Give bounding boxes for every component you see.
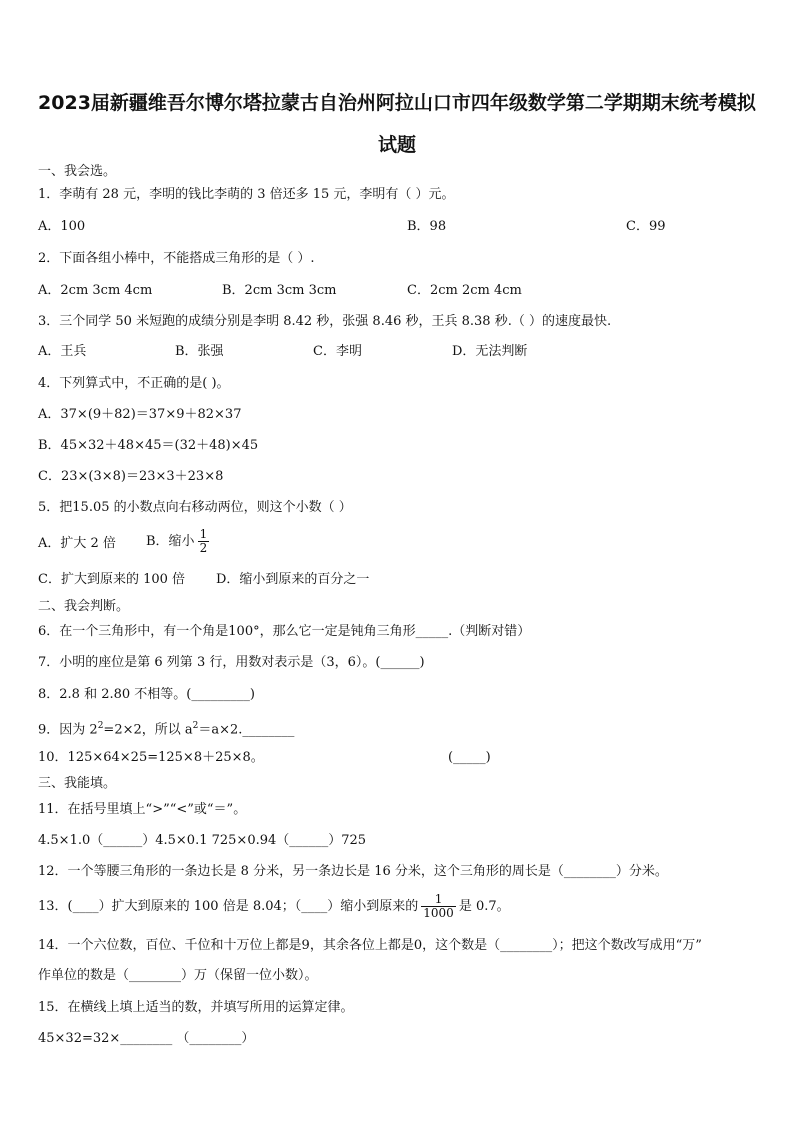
- q15-equation-row: 45×32=32×________ （________）: [38, 1031, 255, 1046]
- q9-part: =2×2，所以 a: [103, 722, 193, 738]
- q3-option-a: A．王兵: [38, 344, 87, 359]
- section-heading: 三、我能填。: [38, 776, 117, 791]
- q5-option-a: A．扩大 2 倍: [38, 536, 116, 551]
- q5-option-c: C．扩大到原来的 100 倍: [38, 572, 186, 587]
- q5-option-d: D．缩小到原来的百分之一: [216, 572, 370, 587]
- q4-option-c: C．23×(3×8)＝23×3＋23×8: [38, 469, 224, 484]
- q3-option-b: B．张强: [175, 344, 224, 359]
- fraction: [198, 528, 210, 555]
- q5-option-b: [146, 528, 212, 555]
- question-13: [38, 893, 510, 920]
- question-4: 4．下列算式中，不正确的是( )。: [38, 376, 230, 391]
- question-1: 1．李萌有 28 元，李明的钱比李萌的 3 倍还多 15 元，李明有（ ）元。: [38, 187, 455, 202]
- q9-exponent: 2: [97, 721, 104, 731]
- question-11: 11．在括号里填上“>”“<”或“＝”。: [38, 802, 247, 817]
- fraction-denominator: 2: [199, 541, 208, 555]
- q9-part: ＝a×2.________: [198, 722, 295, 738]
- section-heading: 二、我会判断。: [38, 599, 130, 614]
- section-heading: 一、我会选。: [38, 164, 117, 179]
- q1-option-c: C．99: [626, 219, 666, 234]
- fraction: [421, 893, 456, 920]
- question-8: 8．2.8 和 2.80 不相等。(_________): [38, 687, 255, 702]
- page-title-continued: 试题: [377, 134, 416, 156]
- question-10: 10．125×64×25=125×8＋25×8。: [38, 750, 264, 765]
- q1-option-b: B．98: [407, 219, 447, 234]
- q9-exponent: 2: [192, 721, 199, 731]
- q1-option-a: A．100: [38, 219, 86, 234]
- q13-part: 是 0.7。: [458, 899, 510, 914]
- q13-part: 13．(____）扩大到原来的 100 倍是 8.04；（____）缩小到原来的: [38, 899, 419, 914]
- q4-option-a: A．37×(9＋82)＝37×9＋82×37: [38, 407, 242, 422]
- question-14-continued: 作单位的数是（________）万（保留一位小数）。: [38, 968, 318, 983]
- question-14: 14．一个六位数，百位、千位和十万位上都是9，其余各位上都是0，这个数是（________）；把这个数改写成用“万”: [38, 938, 702, 953]
- q2-option-a: A．2cm 3cm 4cm: [38, 283, 153, 298]
- question-2: 2．下面各组小棒中，不能搭成三角形的是（ ）.: [38, 251, 315, 266]
- question-7: 7．小明的座位是第 6 列第 3 行，用数对表示是（3，6）。(______): [38, 655, 425, 670]
- q2-option-b: B．2cm 3cm 3cm: [222, 283, 337, 298]
- q3-option-c: C．李明: [313, 344, 362, 359]
- q9-part: 9．因为 2: [38, 722, 98, 738]
- fraction-denominator: 1000: [423, 906, 454, 920]
- question-12: 12．一个等腰三角形的一条边长是 8 分米，另一条边长是 16 分米，这个三角形的周长是（________）分米。: [38, 864, 668, 879]
- q10-answer-blank: (_____): [448, 750, 491, 765]
- page-title: 2023届新疆维吾尔博尔塔拉蒙古自治州阿拉山口市四年级数学第二学期期末统考模拟: [38, 92, 756, 114]
- question-5: 5．把15.05 的小数点向右移动两位，则这个小数（ ）: [38, 500, 352, 515]
- question-9: [38, 717, 294, 739]
- q2-option-c: C．2cm 2cm 4cm: [407, 283, 522, 298]
- q5-option-b-label: B．缩小: [146, 534, 195, 549]
- question-6: 6．在一个三角形中，有一个角是100°，那么它一定是钝角三角形_____.（判断对错）: [38, 624, 531, 639]
- q11-comparison-row: 4.5×1.0（______）4.5×0.1 725×0.94（______）725: [38, 833, 367, 848]
- question-3: 3．三个同学 50 米短跑的成绩分别是李明 8.42 秒，张强 8.46 秒，王兵 8.38 秒.（ ）的速度最快.: [38, 314, 612, 329]
- fraction-numerator: 1: [421, 893, 456, 907]
- q4-option-b: B．45×32＋48×45＝(32＋48)×45: [38, 438, 259, 453]
- fraction-numerator: 1: [199, 527, 208, 541]
- question-15: 15．在横线上填上适当的数，并填写所用的运算定律。: [38, 1000, 354, 1015]
- q3-option-d: D．无法判断: [452, 344, 528, 359]
